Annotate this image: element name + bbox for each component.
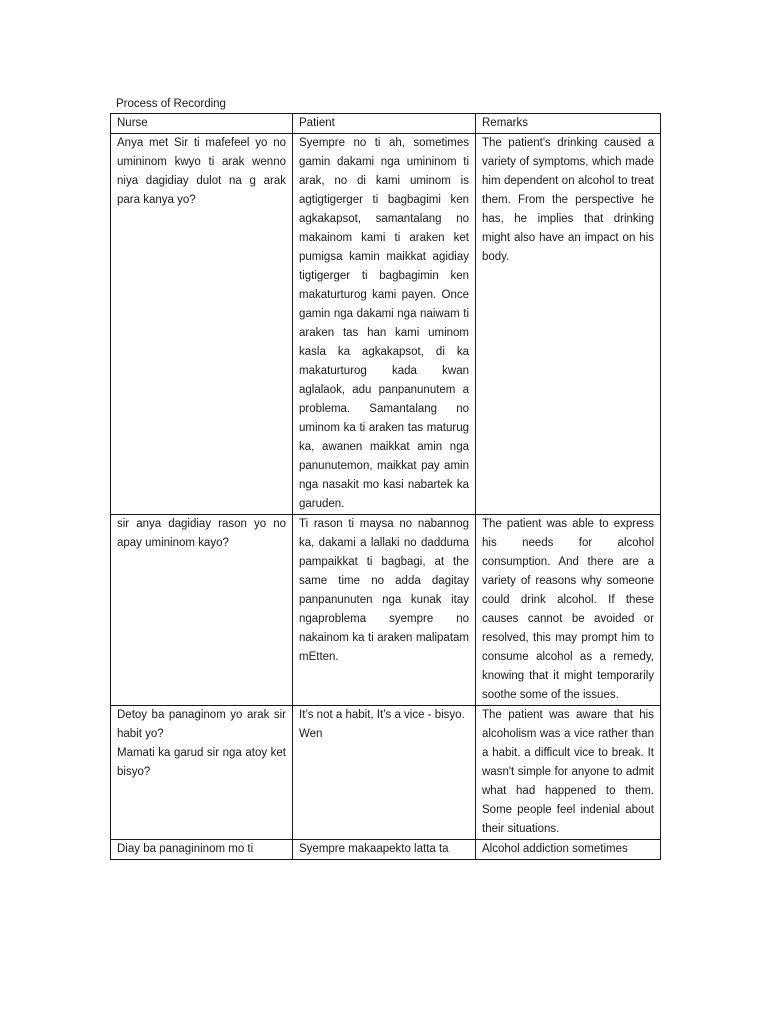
nurse-cell: Anya met Sir ti mafefeel yo no umininom kwyo ti arak wenno niya dagidiay dulot na g arak para kanya yo? [111, 134, 293, 515]
header-patient: Patient [293, 114, 476, 134]
table-row [111, 706, 661, 840]
patient-line: It’s not a habit, It’s a vice - bisyo. [299, 709, 465, 721]
table-header-row [111, 114, 661, 134]
header-remarks: Remarks [476, 114, 661, 134]
remarks-cell: The patient's drinking caused a variety of symptoms, which made him dependent on alcohol to treat them. From the perspective he has, he implies that drinking might also have an impact on his body. [476, 134, 661, 515]
patient-cell [293, 706, 476, 840]
document-page [110, 96, 660, 860]
remarks-cell: Alcohol addiction sometimes [476, 840, 661, 860]
document-title: Process of Recording [116, 98, 226, 110]
nurse-cell [111, 706, 293, 840]
patient-line: Wen [299, 728, 323, 740]
table-row [111, 515, 661, 706]
nurse-line: Detoy ba panaginom yo arak sir habit yo? [117, 709, 286, 740]
table-row [111, 840, 661, 860]
patient-cell: Syempre no ti ah, sometimes gamin dakami nga umininom ti arak, no di kami uminom is agtigtigerger ti bagbagimi ken agkakapsot, samantalang no makainom kami ti araken ket pumigsa kamin maikkat agidiay tigtigerger ti bagbagimin ken makaturturog kami payen. Once gamin nga dakami nga naiwam ti araken tas han kami uminom kasla ka agkakapsot, di ka makaturturog kada kwan aglalaok, adu panpanunutem a problema. Samantalang no uminom ka ti araken tas maturug ka, awanen maikkat amin nga panunutemon, maikkat pay amin nga nasakit mo kasi nabartek ka garuden. [293, 134, 476, 515]
remarks-cell: The patient was able to express his needs for alcohol consumption. And there are a variety of reasons why someone could drink alcohol. If these causes cannot be avoided or resolved, this may prompt him to consume alcohol as a remedy, knowing that it might temporarily soothe some of the issues. [476, 515, 661, 706]
nurse-cell: Diay ba panagininom mo ti [111, 840, 293, 860]
header-nurse: Nurse [111, 114, 293, 134]
process-recording-table [110, 113, 661, 860]
patient-cell: Ti rason ti maysa no nabannog ka, dakami a lallaki no dadduma pampaikkat ti bagbagi, at the same time no adda dagitay panpanunuten nga kunak itay ngaproblema syempre no nakainom ka ti araken malipatam mEtten. [293, 515, 476, 706]
patient-cell: Syempre makaapekto latta ta [293, 840, 476, 860]
nurse-line: Mamati ka garud sir nga atoy ket bisyo? [117, 747, 286, 778]
nurse-cell: sir anya dagidiay rason yo no apay umininom kayo? [111, 515, 293, 706]
remarks-cell: The patient was aware that his alcoholism was a vice rather than a habit. a difficult vice to break. It wasn't simple for anyone to admit what had happened to them. Some people feel indenial about their situations. [476, 706, 661, 840]
table-row [111, 134, 661, 515]
